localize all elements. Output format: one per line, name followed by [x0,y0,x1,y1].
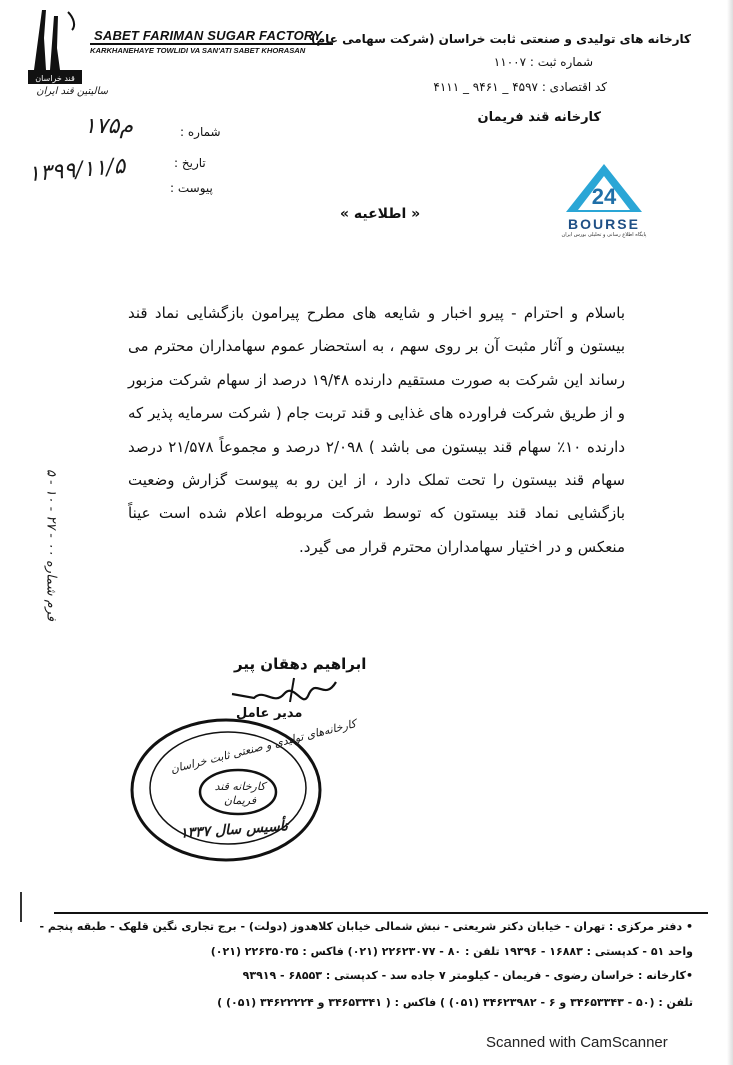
signer-title: مدیر عامل [236,706,303,721]
bourse-logo-text: BOURSE [568,216,640,232]
bourse-logo [556,160,652,240]
footer-factory-line2: تلفن : (۵۰ - ۳۴۶۵۳۳۴۳ و ۶ - ۳۴۶۲۳۹۸۲ (۰۵۱) ) فاکس : ( ۳۴۶۵۳۳۴۱ و ۳۴۶۲۲۲۲۴ (۰۵۱) ) [217,996,693,1009]
factory-name: کارخانه قند فریمان [477,110,601,125]
registration-number: شماره ثبت : ۱۱۰۰۷ [493,55,593,69]
footer-office-line1: • دفتر مرکزی : تهران - خیابان دکتر شریعتی - نبش شمالی خیابان کلاهدوز (دولت) - برج تجاری نگین قلهک - طبقه پنجم - [39,920,693,933]
date-label: تاریخ : [174,156,206,170]
number-label: شماره : [180,125,221,139]
number-value: ۱۷۵م [84,114,134,139]
english-company-subtitle: KARKHANEHAYE TOWLIDI VA SAN'ATI SABET KHORASAN [90,46,306,55]
attachment-label: پیوست : [170,181,213,195]
notice-title: « اطلاعیه » [340,206,421,222]
footer-office-line2: واحد ۵۱ - کدپستی : ۱۶۸۸۳ - ۱۹۳۹۶ تلفن : ۸۰ - ۲۲۶۲۳۰۷۷ (۰۲۱) فاکس : ۲۲۶۳۵۰۳۵ (۰۲۱) [210,945,693,958]
date-value: ۱۳۹۹/۱۱/۵ [27,153,127,188]
svg-text:24: 24 [591,184,617,209]
stamp-founded-text: تأسیس سال ۱۳۳۷ [179,818,289,842]
signer-name: ابراهیم دهقان پیر [234,655,367,673]
page-edge-shadow [727,0,733,1065]
footer-rule [54,912,708,914]
scanner-watermark: Scanned with CamScanner [486,1034,668,1051]
bourse-logo-caption: پایگاه اطلاع رسانی و تحلیلی بورس ایران [561,232,647,238]
stamp-outer-text: کارخانه‌های تولیدی و صنعتی ثابت خراسان [169,717,358,776]
economic-code: کد اقتصادی : ۴۵۹۷ _ ۹۴۶۱ _ ۴۱۱۱ [433,80,607,94]
company-name: کارخانه های تولیدی و صنعتی ثابت خراسان (شرکت سهامی عام) [310,32,691,46]
side-form-code [36,430,66,660]
svg-text:قند خراسان: قند خراسان [35,74,75,83]
company-stamp [128,716,358,864]
english-company-title: SABET FARIMAN SUGAR FACTORY [94,28,323,43]
logo-caption: سالیتین قند ایران [36,86,108,97]
bourse-triangle-icon [556,160,652,216]
side-form-code-text: فرم شماره ۰۰ - ۲۷ - ۱۰ - ۵ [43,468,59,622]
english-title-rule [90,43,333,45]
notice-body: باسلام و احترام - پیرو اخبار و شایعه های مطرح پیرامون بازگشایی نماد قند بیستون و آثار مثبت آن بر روی سهم ، به استحضار عموم سهامداران محترم می رساند این شرکت به صورت مستقیم دارنده ۱۹/۴۸ درصد از سهام شرکت مزبور و از طریق شرکت فراورده های غذایی و قند تربت جام ( شرکت سرمایه پذیر که دارنده ۱۰٪ سهام قند بیستون می باشد ) ۲/۰۹۸ درصد و مجموعاً ۲۱/۵۷۸ درصد سهام قند بیستون را تحت تملک دارد ، از این رو به پیوست گزارش وضعیت بازگشایی نماد قند بیستون که توسط شرکت مربوطه اعلام شده است عیناً منعکس و در اختیار سهامداران محترم قرار می گیرد. [128,304,625,556]
footer-factory-line1: •کارخانه : خراسان رضوی - فریمان - کیلومتر ۷ جاده سد - کدپستی : ۶۸۵۵۳ - ۹۳۹۱۹ [242,969,693,982]
company-logo [24,8,86,88]
margin-tick [20,892,22,922]
stamp-inner-text: کارخانه قند فریمان [214,780,266,807]
